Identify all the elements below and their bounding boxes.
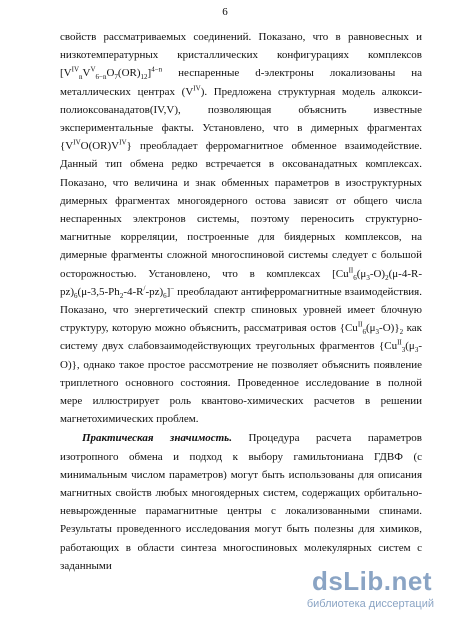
practical-significance-heading: Практическая значимость. bbox=[82, 432, 232, 445]
page-number: 6 bbox=[222, 6, 228, 18]
document-body bbox=[60, 28, 422, 575]
dslib-watermark bbox=[252, 566, 442, 616]
paragraph-practical-significance: Практическая значимость. Процедура расчета параметров изотропного обмена и подход к выбору гамильтониана ГДВФ (с минимальным числом параметров) могут быть использованы для описания магнитных свойств любых многоядерных систем, содержащих орбитально-невырожденные парамагнитные центры с локализованными спинами. Результаты проведенного исследования могут быть полезны для химиков, работающих в области синтеза многоспиновых молекулярных систем с заданными bbox=[60, 432, 422, 572]
dslib-logo: dsLib.net bbox=[311, 566, 432, 596]
dslib-caption: библиотека диссертаций bbox=[306, 598, 434, 610]
paragraph-findings: свойств рассматриваемых соединений. Показано, что в равновесных и низкотемпературных кристаллических конфигурациях комплексов $[V^{IV}_nV^V_{6-n}O_7(OR)_{12}]^{4-n}$ неспаренные d-электроны локализованы на металлических центрах $(V^{IV})$. Предложена структурная модель алкокси-полиоксованадатов(IV,V), позволяющая объяснить известные экспериментальные факты. Установлено, что в димерных фрагментах $\{V^{IV}O(OR)V^{IV}\}$ преобладает ферромагнитное обменное взаимодействие. Данный тип обмена редко встречается в оксованадатных комплексах. Показано, что величина и знак обменных параметров в изоструктурных димерных фрагментах многоядерного остова зависят от общего числа неспаренных электронов системы, поэтому переносить структурно-магнитные корреляции, построенные для биядерных комплексов, на димерные фрагменты сложной многоспиновой системы следует с большой осторожностью. Установлено, что в комплексах $[Cu^{II}_6(\mu_3-O)_2(\mu-4-R-pz)_6(\mu-3,5-Ph_2-4-R^/-pz)_6]^-$ преобладают антиферромагнитные взаимодействия. Показано, что энергетический спектр спиновых уровней имеет блочную структуру, которую можно объяснить, рассматривая остов $\{Cu^{II}_6(\mu_3-O)\}_2$ как систему двух слабовзаимодействующих треугольных фрагментов $\{Cu^{II}_3(\mu_3-O)\}$, однако такое простое рассмотрение не позволяет объяснить появление триплетного основного состояния. Проведенное исследование в полной мере иллюстрирует роль квантово-химических расчетов в решении магнетохимических проблем. bbox=[60, 31, 422, 426]
